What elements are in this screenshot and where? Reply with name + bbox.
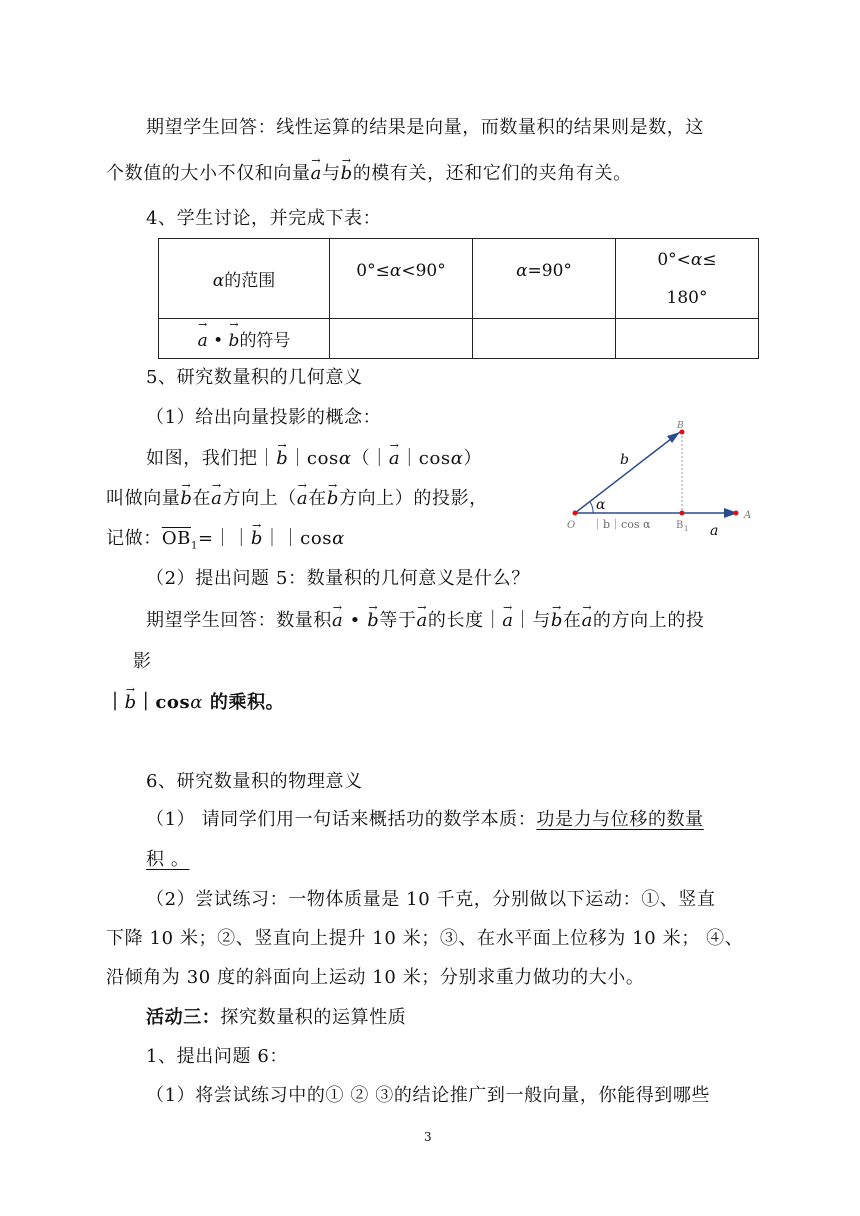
text-line: 下降 10 米；②、竖直向上提升 10 米；③、在水平面上位移为 10 米； ④、 <box>106 928 744 949</box>
section-heading: 活动三：探究数量积的运算性质 <box>146 1007 407 1028</box>
table-cell <box>473 319 616 359</box>
sign-table <box>158 238 759 359</box>
text-line: 影 <box>133 651 152 672</box>
projection-figure <box>560 415 760 545</box>
text-line: （1） 请同学们用一句话来概括功的数学本质：功是力与位移的数量 <box>146 809 704 830</box>
text-line: 沿倾角为 30 度的斜面向上运动 10 米；分别求重力做功的大小。 <box>106 967 645 988</box>
text-line: （2）提出问题 5：数量积的几何意义是什么？ <box>146 568 530 589</box>
svg-text:α: α <box>596 497 606 513</box>
vector-b-line <box>575 432 680 513</box>
text-line: 记做：$\overline{OB}_1=||\to$ b｜｜cosα <box>106 527 345 559</box>
table-cell: α=90° <box>473 239 616 319</box>
table-cell <box>616 319 759 359</box>
svg-text:b: b <box>620 452 629 468</box>
table-cell: → a • → b的符号 <box>159 319 330 359</box>
text-line: 积 。 <box>146 849 190 870</box>
text-line: 4、学生讨论，并完成下表： <box>146 208 382 229</box>
text-line: ｜→ b｜cosα 的乘积。 <box>106 691 284 715</box>
text-line: 期望学生回答：数量积→ a • → b等于→ a的长度｜→ a｜与→ b在→ a的方向上的投 <box>146 609 705 633</box>
svg-text:O: O <box>567 520 576 531</box>
svg-text:B: B <box>677 421 684 431</box>
point-a <box>734 511 739 516</box>
text-line: 5、研究数量积的几何意义 <box>146 367 363 388</box>
svg-text:｜b｜cos α: ｜b｜cos α <box>592 518 651 531</box>
point-o <box>573 511 578 516</box>
point-b1 <box>680 511 685 516</box>
table-cell: α的范围 <box>159 239 330 319</box>
svg-text:A: A <box>744 510 752 521</box>
text-line: （1）将尝试练习中的① ② ③的结论推广到一般向量，你能得到哪些 <box>146 1085 711 1106</box>
text-line: 叫做向量→ b在→ a方向上（→ a在→ b方向上）的投影， <box>106 487 488 511</box>
table-cell: 0°<α≤ 180° <box>616 239 759 319</box>
text-line: 期望学生回答：线性运算的结果是向量，而数量积的结果则是数，这 <box>146 117 704 138</box>
svg-text:a: a <box>710 523 719 539</box>
text-line: （1）给出向量投影的概念： <box>146 407 382 428</box>
vector-a: → a <box>311 162 322 186</box>
text-line: 如图，我们把｜→ b｜cosα（｜→ a｜cosα） <box>146 447 482 471</box>
svg-text:B: B <box>676 520 684 531</box>
text-line: 1、提出问题 6： <box>146 1046 289 1067</box>
text-line: （2）尝试练习：一物体质量是 10 千克，分别做以下运动：①、竖直 <box>146 889 716 910</box>
text-line: 6、研究数量积的物理意义 <box>146 771 363 792</box>
text-line: 个数值的大小不仅和向量→ a与→ b的模有关，还和它们的夹角有关。 <box>106 162 632 186</box>
svg-text:1: 1 <box>684 525 689 533</box>
table-cell: 0°≤α<90° <box>330 239 473 319</box>
page-number: 3 <box>424 1130 432 1144</box>
table-cell <box>330 319 473 359</box>
vector-b: → b <box>341 162 353 186</box>
